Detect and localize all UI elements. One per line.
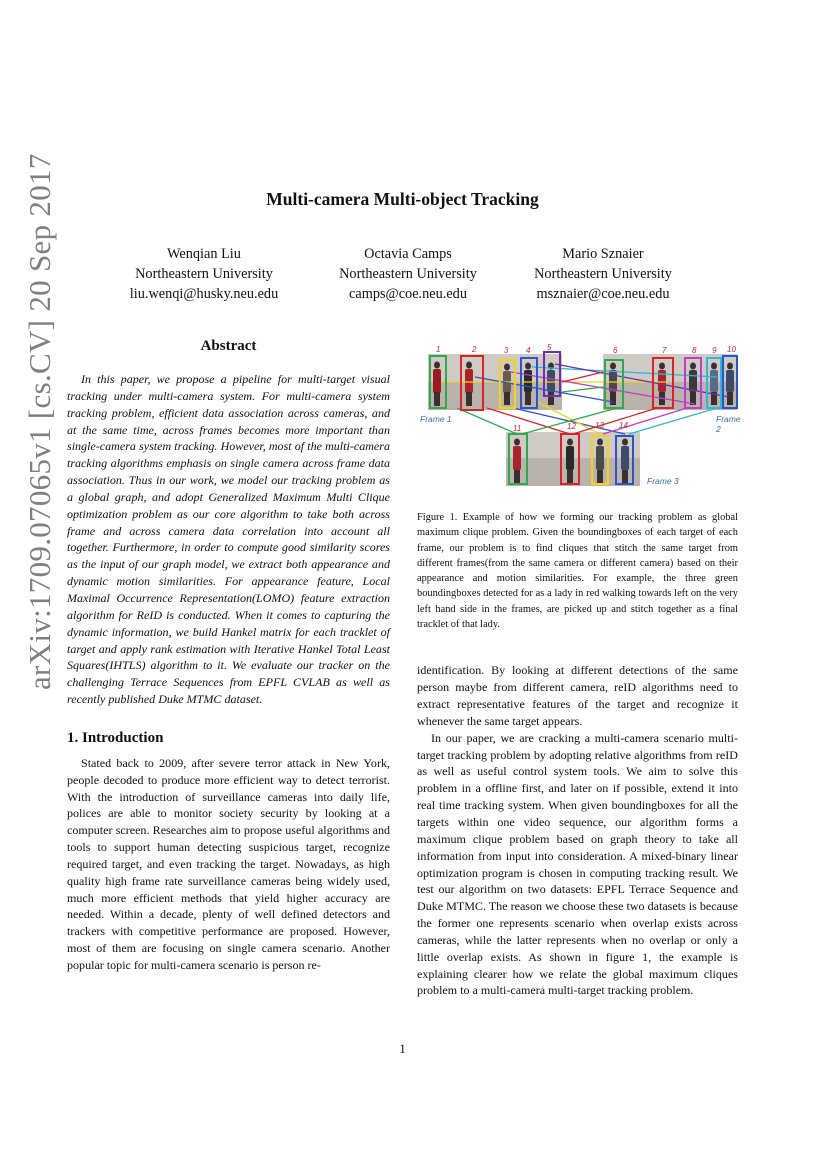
author-block — [104, 244, 304, 304]
frame-1-label: Frame 1 — [420, 414, 452, 424]
author-name: Wenqian Liu — [167, 246, 241, 262]
paragraph: In our paper, we are cracking a multi-camera scenario multi-target tracking problem by adopting relative algorithms from reID as well as useful control system tools. We aim to solve this problem in a offline first, and later on if possible, extend it into real time tracking system. When given boundingboxes for all the targets within one video sequence, our algorithm forms a maximum clique problem based on graph theory to take all information from input into consideration. A mixed-binary linear optimization program is chosen in computing tracking result. We test our algorithm on two datasets: EPFL Terrace Sequence and Duke MTMC. The reason we choose these two datasets is because the former one represents scenario when overlap exists across cameras, while the latter represents when no overlap or only a little overlap exists. As shown in figure 1, the example is explaining clearer how we relate the global maximum cliques problem to a multi-camera multi-target tracking problem. — [417, 730, 738, 998]
author-email[interactable]: camps@coe.neu.edu — [349, 286, 467, 302]
target-id-label: 11 — [513, 424, 522, 433]
target-id-label: 8 — [692, 346, 697, 355]
target-id-label: 12 — [567, 422, 576, 431]
frame-3-label: Frame 3 — [647, 476, 679, 486]
target-id-label: 2 — [472, 345, 477, 354]
frame-2-label: Frame 2 — [716, 414, 741, 434]
target-id-label: 10 — [727, 345, 736, 354]
author-name: Octavia Camps — [364, 246, 452, 262]
page-number: 1 — [399, 1041, 406, 1056]
figure-caption: Figure 1. Example of how we forming our tracking problem as global maximum clique problem. Given the boundingboxes of each target of each frame, our problem is to find cliques that stitch the same target from different frames(from the same camera or different camera) based on their appearance and motion similarities. For example, the three green boundingboxes detected for as a lady in red walking towards left on the very left hand side in the frames, are picked up and stitch together as a final tracklet of that lady. — [417, 512, 738, 631]
abstract-heading: Abstract — [200, 338, 257, 354]
paper-title: Multi-camera Multi-object Tracking — [266, 189, 539, 209]
target-id-label: 14 — [619, 421, 628, 430]
target-id-label: 7 — [662, 346, 667, 355]
target-id-label: 5 — [547, 343, 552, 352]
introduction-heading: 1. Introduction — [67, 729, 164, 746]
target-id-label: 6 — [613, 346, 618, 355]
author-email[interactable]: msznaier@coe.neu.edu — [536, 286, 670, 302]
author-affiliation: Northeastern University — [339, 266, 477, 282]
right-column-body — [417, 662, 738, 999]
target-id-label: 4 — [526, 346, 531, 355]
author-name: Mario Sznaier — [562, 246, 644, 262]
author-block — [503, 244, 703, 304]
introduction-text: Stated back to 2009, after severe terror attack in New York, people decoded to produce more efficient way to detect terrorist. With the introduction of surveillance cameras into daily life, polices are able to monitor society security by looking at a computer screen. Researches aim to propose useful algorithms and tools to support human detecting suspicious target, recognize required target, and even tracking the target. Nowadays, as high quality high frame rate surveillance cameras being widely used, much more efficient methods that yield higher accuracy are needed. Within a decade, plenty of well defined detectors and trackers with competitive performance are proposed. However, most of them are focusing on single camera scenario. Another popular topic for multi-camera scenario is person re- — [67, 755, 390, 972]
paragraph: identification. By looking at different detections of the same person maybe from different camera, reID algorithms need to extract representative features of the target and recognize it whenever the same target appears. — [417, 663, 738, 728]
arxiv-identifier: arXiv:1709.07065v1 [cs.CV] 20 Sep 2017 — [22, 153, 57, 690]
target-id-label: 9 — [712, 346, 717, 355]
author-affiliation: Northeastern University — [135, 266, 273, 282]
right-column — [417, 342, 741, 999]
abstract-text: In this paper, we propose a pipeline for multi-target visual tracking under multi-camera system. For multi-camera system tracking problem, efficient data association across cameras, and at the same time, across frames becomes more important than single-camera system tracking. However, most of the multi-camera tracking algorithms emphasis on single camera across frame data association. Thus in our work, we model our tracking problem as a global graph, and adopt Generalized Maximum Multi Clique optimization problem as our core algorithm to take both across frame and across camera data correlation into account all together. Furthermore, in order to compute good similarity scores as the input of our graph model, we extract both appearance and dynamic motion similarities. For appearance feature, Local Maximal Occurrence Representation(LOMO) feature extraction algorithm for ReID is conducted. When it comes to capturing the dynamic information, we build Hankel matrix for each tracklet of target and apply rank estimation with Iterative Hankel Total Least Squares(IHTLS) algorithm to it. We evaluate our tracker on the challenging Terrace Sequences from EPFL CVLAB as well as recently published Duke MTMC dataset. — [67, 372, 390, 707]
target-id-label: 13 — [595, 421, 604, 430]
figure-1-graphic — [417, 342, 738, 492]
target-id-label: 1 — [436, 345, 441, 354]
figure-1 — [417, 342, 741, 492]
author-block — [308, 244, 508, 304]
author-affiliation: Northeastern University — [534, 266, 672, 282]
author-email[interactable]: liu.wenqi@husky.neu.edu — [129, 286, 279, 302]
target-id-label: 3 — [504, 346, 509, 355]
left-column — [67, 336, 390, 974]
